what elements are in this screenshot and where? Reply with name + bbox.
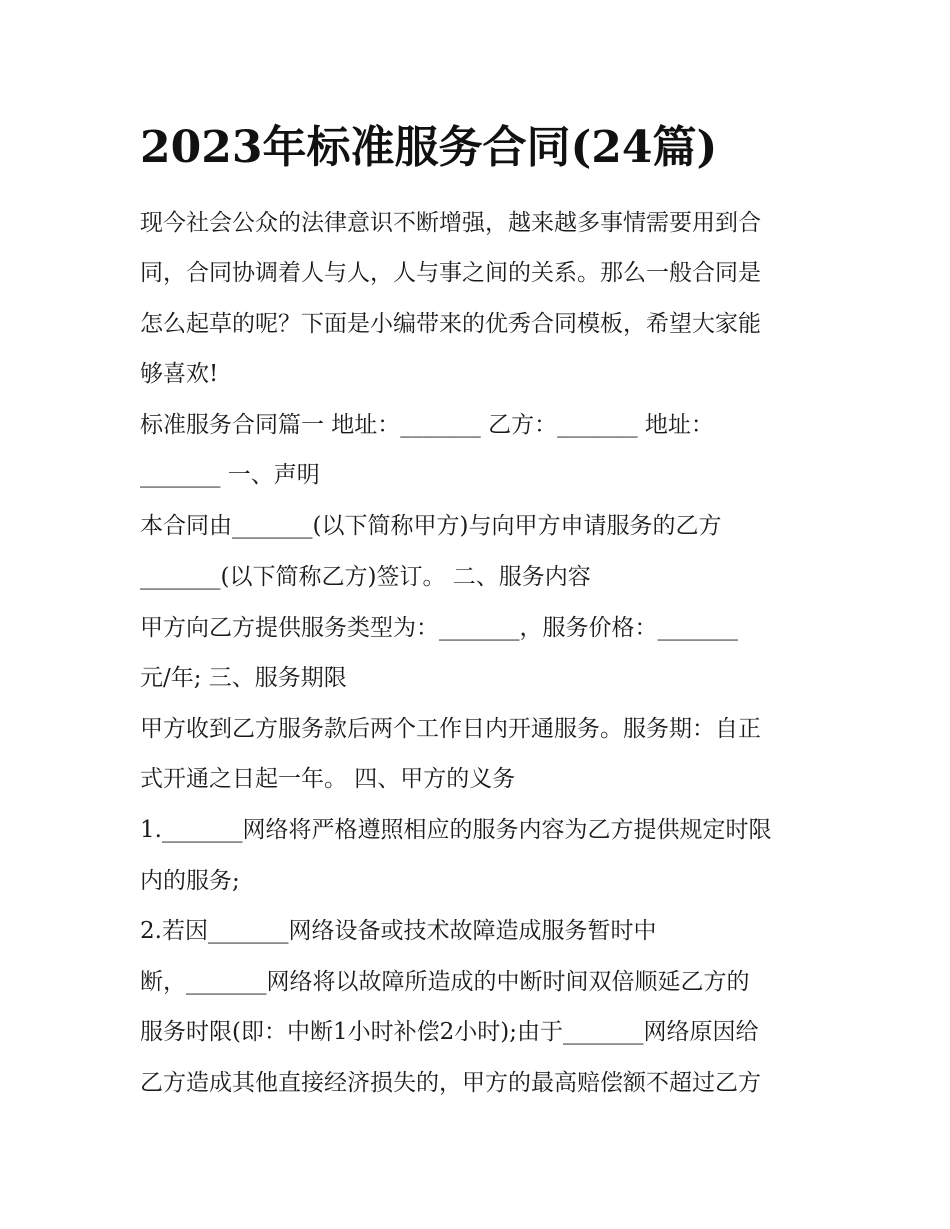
body-line-8: _______(以下简称乙方)签订。 二、服务内容 <box>140 564 591 590</box>
body-line-2: 同，合同协调着人与人，人与事之间的关系。那么一般合同是 <box>140 260 761 286</box>
body-line-15: 2.若因_______网络设备或技术故障造成服务暂时中 <box>140 918 657 944</box>
body-line-6: _______ 一、声明 <box>140 462 320 488</box>
body-line-11: 甲方收到乙方服务款后两个工作日内开通服务。服务期：自正 <box>140 716 761 742</box>
body-line-14: 内的服务; <box>140 868 240 894</box>
body-line-1: 现今社会公众的法律意识不断增强，越来越多事情需要用到合 <box>140 210 761 236</box>
body-line-12: 式开通之日起一年。 四、甲方的义务 <box>140 766 516 792</box>
body-line-3: 怎么起草的呢？下面是小编带来的优秀合同模板，希望大家能 <box>140 311 761 337</box>
body-line-10: 元/年; 三、服务期限 <box>140 665 347 691</box>
body-line-16: 断，_______网络将以故障所造成的中断时间双倍顺延乙方的 <box>140 969 750 995</box>
body-line-4: 够喜欢! <box>140 361 219 387</box>
body-line-13: 1._______网络将严格遵照相应的服务内容为乙方提供规定时限 <box>140 817 772 843</box>
body-line-7: 本合同由_______(以下简称甲方)与向甲方申请服务的乙方 <box>140 513 722 539</box>
document-title: 2023年标准服务合同(24篇) <box>140 122 718 173</box>
body-line-9: 甲方向乙方提供服务类型为：_______，服务价格：_______ <box>140 615 738 641</box>
body-line-17: 服务时限(即：中断1小时补偿2小时);由于_______网络原因给 <box>140 1019 759 1045</box>
body-line-18: 乙方造成其他直接经济损失的，甲方的最高赔偿额不超过乙方 <box>140 1070 761 1096</box>
body-line-5: 标准服务合同篇一 地址：_______ 乙方：_______ 地址： <box>140 412 714 438</box>
